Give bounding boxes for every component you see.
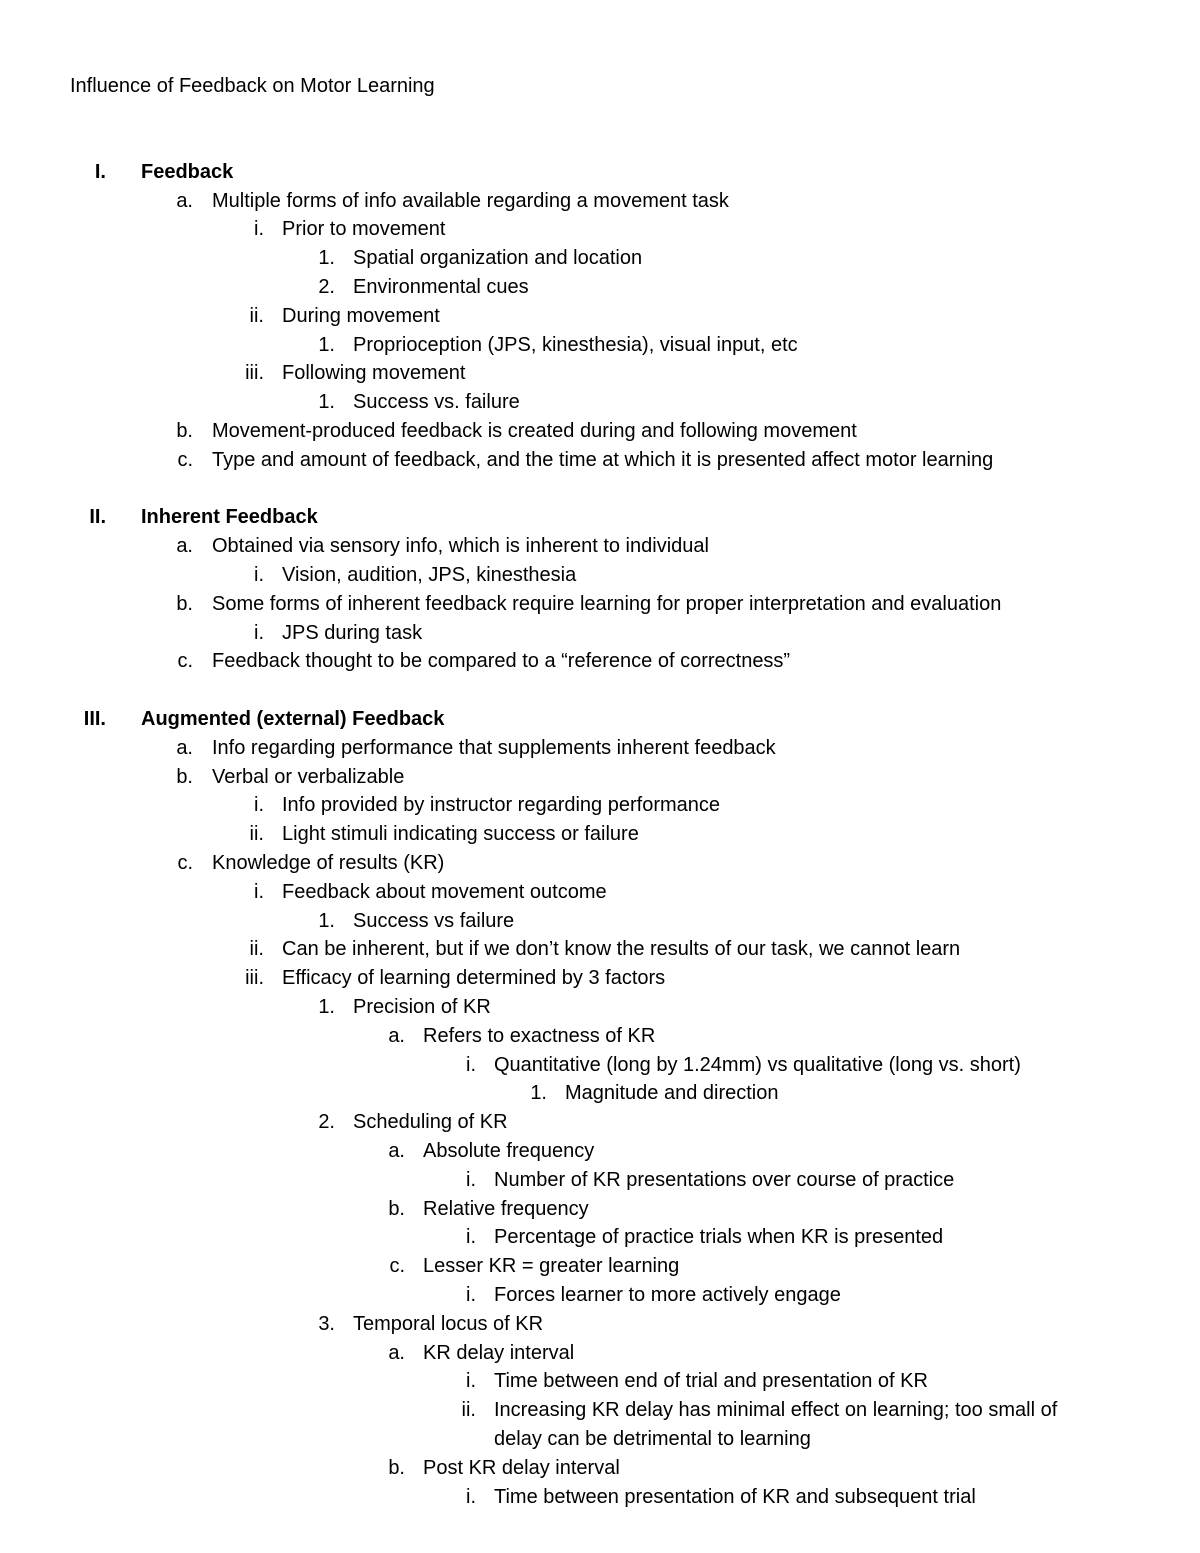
outline-text: Light stimuli indicating success or failure — [282, 823, 639, 846]
outline-item — [0, 215, 1200, 243]
outline-marker: ii. — [249, 938, 264, 961]
outline-item — [0, 993, 1200, 1021]
outline-item — [0, 359, 1200, 387]
outline-marker: i. — [466, 1053, 476, 1076]
outline-item — [0, 417, 1200, 445]
outline-item — [0, 561, 1200, 589]
outline-marker: 1. — [318, 996, 335, 1018]
outline-marker: i. — [466, 1284, 476, 1306]
outline-text: Scheduling of KR — [353, 1111, 508, 1134]
outline-item — [0, 1339, 1200, 1367]
outline-text: Efficacy of learning determined by 3 factors — [282, 967, 666, 990]
outline-item — [0, 590, 1200, 618]
outline-text: Increasing KR delay has minimal effect on learning; too small of — [494, 1399, 1058, 1422]
outline-text: Some forms of inherent feedback require learning for proper interpretation and evaluation — [212, 592, 1002, 615]
outline-item — [0, 302, 1200, 330]
outline-item — [0, 1483, 1200, 1511]
outline-marker: i. — [466, 1226, 476, 1249]
outline-text: JPS during task — [282, 621, 423, 644]
outline-marker: a. — [388, 1140, 405, 1162]
outline-marker: 3. — [318, 1312, 335, 1335]
outline-item — [0, 532, 1200, 560]
outline-marker: c. — [177, 448, 193, 471]
outline-item — [0, 1396, 1200, 1424]
outline-text: KR delay interval — [423, 1341, 575, 1364]
outline-marker: i. — [466, 1168, 476, 1191]
outline-item — [0, 1137, 1200, 1165]
outline-marker: b. — [176, 765, 193, 788]
outline-marker: III. — [83, 708, 106, 730]
outline-item — [0, 273, 1200, 301]
outline-item — [0, 705, 1200, 733]
outline-item — [0, 1223, 1200, 1251]
outline-text: Feedback thought to be compared to a “reference of correctness” — [212, 650, 791, 673]
outline-item — [0, 647, 1200, 675]
outline-item — [0, 907, 1200, 935]
outline-marker: b. — [176, 592, 193, 615]
outline-text: Time between end of trial and presentation of KR — [494, 1370, 928, 1393]
outline-text: Time between presentation of KR and subsequent trial — [494, 1485, 976, 1508]
outline-text: Movement-produced feedback is created during and following movement — [212, 420, 857, 442]
outline-text: Magnitude and direction — [565, 1082, 779, 1105]
outline-marker: i. — [254, 564, 264, 586]
outline-text: Type and amount of feedback, and the time at which it is presented affect motor learning — [212, 448, 994, 471]
outline-item — [0, 1195, 1200, 1223]
outline-item — [0, 935, 1200, 963]
outline-marker: 1. — [318, 247, 335, 270]
outline-marker: a. — [176, 535, 193, 558]
outline-marker: a. — [176, 736, 193, 759]
outline-item — [0, 1454, 1200, 1482]
outline-marker: c. — [177, 852, 193, 874]
outline-marker: 1. — [530, 1082, 547, 1105]
outline-text: Inherent Feedback — [141, 506, 318, 529]
outline-text: Vision, audition, JPS, kinesthesia — [282, 564, 577, 586]
outline-marker: iii. — [245, 362, 264, 385]
outline-text: During movement — [282, 304, 440, 327]
outline-text: Verbal or verbalizable — [212, 765, 405, 788]
outline-item — [0, 878, 1200, 906]
outline-marker: 2. — [318, 276, 335, 298]
outline-marker: b. — [176, 420, 193, 442]
outline-marker: ii. — [249, 304, 264, 327]
outline-text: Spatial organization and location — [353, 247, 643, 270]
outline-text: Info regarding performance that supplements inherent feedback — [212, 736, 776, 759]
outline-marker: b. — [388, 1456, 405, 1479]
outline-marker: i. — [466, 1370, 476, 1393]
outline-text: Forces learner to more actively engage — [494, 1284, 841, 1306]
outline-item — [0, 964, 1200, 992]
outline-item — [0, 1367, 1200, 1395]
outline-text: Augmented (external) Feedback — [141, 708, 445, 730]
outline-item — [0, 1425, 1200, 1453]
outline-item — [0, 1281, 1200, 1309]
outline-text: Feedback — [141, 160, 234, 183]
outline-text: Precision of KR — [353, 996, 491, 1018]
outline-text: Feedback about movement outcome — [282, 880, 607, 903]
outline-marker: iii. — [245, 967, 264, 990]
outline-marker: ii. — [461, 1399, 476, 1422]
outline-item — [0, 791, 1200, 819]
outline-text: Refers to exactness of KR — [423, 1024, 656, 1047]
outline-text: Success vs. failure — [353, 391, 520, 414]
outline-marker: b. — [388, 1197, 405, 1220]
outline-item — [0, 331, 1200, 359]
outline-item — [0, 763, 1200, 791]
outline-marker: i. — [254, 880, 264, 903]
outline-item — [0, 1022, 1200, 1050]
outline-item — [0, 1051, 1200, 1079]
outline-marker: 1. — [318, 391, 335, 414]
outline-text: Lesser KR = greater learning — [423, 1255, 680, 1278]
outline-text: Can be inherent, but if we don’t know the results of our task, we cannot learn — [282, 938, 961, 961]
outline-marker: i. — [254, 794, 264, 817]
outline-text: Success vs failure — [353, 909, 515, 932]
outline-text: Obtained via sensory info, which is inherent to individual — [212, 535, 709, 558]
outline-text: delay can be detrimental to learning — [494, 1428, 811, 1450]
outline-item — [0, 244, 1200, 272]
outline-text: Environmental cues — [353, 276, 529, 298]
outline-text: Info provided by instructor regarding performance — [282, 794, 721, 817]
outline-marker: c. — [389, 1255, 405, 1278]
outline-item — [0, 1310, 1200, 1338]
outline-marker: 2. — [318, 1111, 335, 1134]
outline-item — [0, 1252, 1200, 1280]
outline-item — [0, 388, 1200, 416]
outline-marker: a. — [388, 1024, 405, 1047]
document-title: Influence of Feedback on Motor Learning — [70, 75, 435, 97]
outline-marker: II. — [89, 506, 106, 529]
outline-item — [0, 187, 1200, 215]
outline-text: Post KR delay interval — [423, 1456, 620, 1479]
outline-marker: 1. — [318, 909, 335, 932]
outline-marker: i. — [254, 621, 264, 644]
outline-marker: a. — [176, 189, 193, 212]
outline-item — [0, 158, 1200, 186]
outline-text: Temporal locus of KR — [353, 1312, 544, 1335]
outline-text: Percentage of practice trials when KR is presented — [494, 1226, 944, 1249]
outline-item — [0, 820, 1200, 848]
outline-marker: I. — [94, 160, 106, 183]
outline-item — [0, 1166, 1200, 1194]
outline-item — [0, 446, 1200, 474]
outline-marker: a. — [388, 1341, 405, 1364]
outline-marker: i. — [254, 218, 264, 241]
outline-text: Quantitative (long by 1.24mm) vs qualitative (long vs. short) — [494, 1053, 1021, 1076]
outline-text: Knowledge of results (KR) — [212, 852, 445, 874]
outline-text: Absolute frequency — [423, 1140, 595, 1162]
outline-item — [0, 1108, 1200, 1136]
outline-text: Proprioception (JPS, kinesthesia), visual input, etc — [353, 333, 798, 356]
outline-marker: ii. — [249, 823, 264, 846]
outline-item — [0, 1079, 1200, 1107]
outline-text: Multiple forms of info available regarding a movement task — [212, 189, 729, 212]
outline-text: Following movement — [282, 362, 466, 385]
outline-marker: i. — [466, 1485, 476, 1508]
outline-item — [0, 849, 1200, 877]
outline-item — [0, 619, 1200, 647]
outline-item — [0, 503, 1200, 531]
outline-text: Prior to movement — [282, 218, 446, 241]
outline-text: Relative frequency — [423, 1197, 589, 1220]
outline-marker: c. — [177, 650, 193, 673]
outline-item — [0, 734, 1200, 762]
outline-text: Number of KR presentations over course of practice — [494, 1168, 955, 1191]
outline-marker: 1. — [318, 333, 335, 356]
